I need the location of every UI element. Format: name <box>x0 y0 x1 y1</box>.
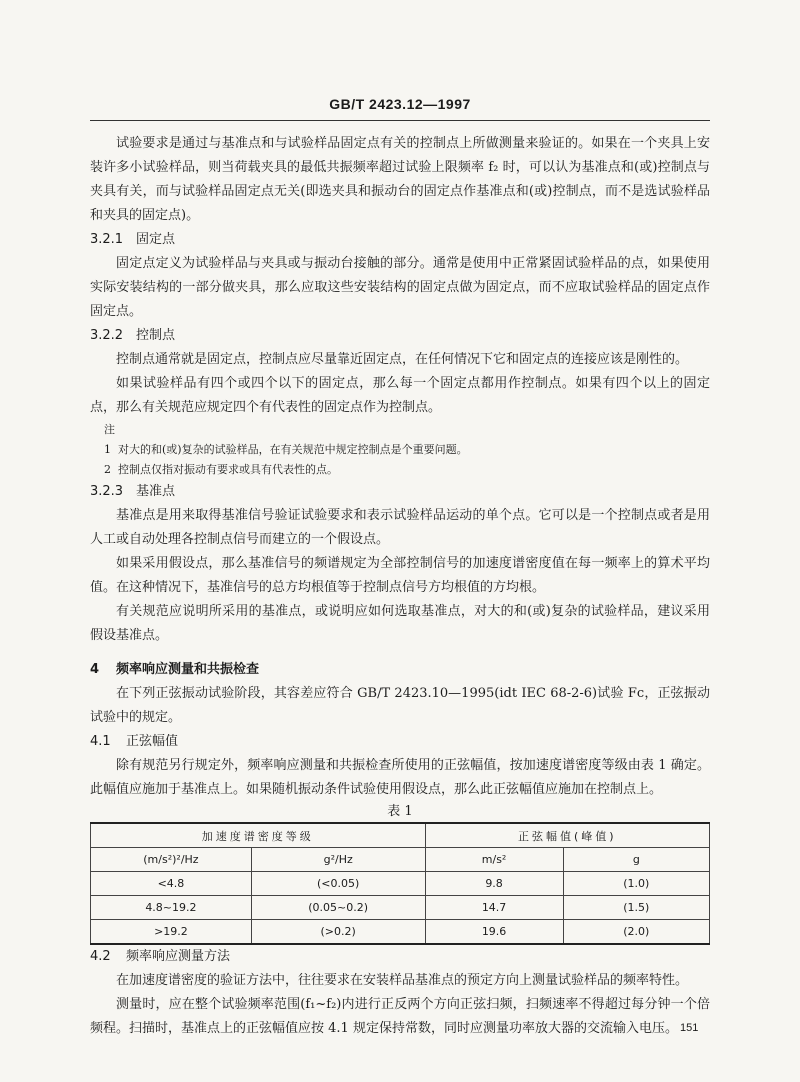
table-row <box>91 920 710 945</box>
paragraph: 测量时，应在整个试验频率范围(f₁~f₂)内进行正反两个方向正弦扫频，扫频速率不得超过每分钟一个倍频程。扫描时，基准点上的正弦幅值应按 4.1 规定保持常数，同时应测量功率放大器的交流输入电压。 <box>90 997 710 1036</box>
table-cell: (2.0) <box>563 920 709 945</box>
table-cell: (<0.05) <box>251 872 425 896</box>
paragraph: 控制点通常就是固定点，控制点应尽量靠近固定点，在任何情况下它和固定点的连接应该是刚性的。 <box>116 352 689 367</box>
table-group-header: 加速度谱密度等级 <box>91 823 426 848</box>
section-title: 基准点 <box>136 484 176 499</box>
paragraph: 固定点定义为试验样品与夹具或与振动台接触的部分。通常是使用中正常紧固试验样品的点，如果使用实际安装结构的一部分做夹具，那么应取这些安装结构的固定点做为固定点，而不应取试验样品的固定点作固定点。 <box>90 256 710 319</box>
section-3-2-3-heading <box>90 480 710 504</box>
paragraph: 基准点是用来取得基准信号验证试验要求和表示试验样品运动的单个点。它可以是一个控制点或者是用人工或自动处理各控制点信号而建立的一个假设点。 <box>90 508 710 547</box>
section-number: 3.2.1 <box>90 232 124 247</box>
table-row <box>91 896 710 920</box>
note-number: 2 <box>104 463 111 476</box>
section-title: 固定点 <box>136 232 176 247</box>
table-group-header: 正弦幅值(峰值) <box>425 823 710 848</box>
section-number: 3.2.2 <box>90 328 124 343</box>
section-number: 4.1 <box>90 734 111 749</box>
section-4-1-heading <box>90 730 710 754</box>
table-unit-cell: m/s² <box>425 848 563 872</box>
table-header-row <box>91 823 710 848</box>
note-label: 注 <box>104 423 115 436</box>
table-cell: 4.8~19.2 <box>91 896 252 920</box>
table-row <box>91 872 710 896</box>
table-caption: 表 1 <box>387 804 413 819</box>
note-number: 1 <box>104 443 111 456</box>
table-cell: 9.8 <box>425 872 563 896</box>
table-cell: >19.2 <box>91 920 252 945</box>
note-text: 控制点仅指对振动有要求或具有代表性的点。 <box>118 463 338 476</box>
table-cell: (1.5) <box>563 896 709 920</box>
table-unit-cell: (m/s²)²/Hz <box>91 848 252 872</box>
note-text: 对大的和(或)复杂的试验样品，在有关规范中规定控制点是个重要问题。 <box>118 443 468 456</box>
section-4-heading <box>90 658 710 682</box>
intro-paragraph: 试验要求是通过与基准点和与试验样品固定点有关的控制点上所做测量来验证的。如果在一个夹具上安装许多小试验样品，则当荷载夹具的最低共振频率超过试验上限频率 f₂ 时，可以认为基准点和(或)控制点与夹具有关，而与试验样品固定点无关(即选夹具和振动台的固定点作基准点和(或)控制点，而不是选试验样品和夹具的固定点)。 <box>90 136 710 223</box>
section-title: 控制点 <box>136 328 176 343</box>
page-number: 151 <box>680 1022 699 1034</box>
paragraph: 在下列正弦振动试验阶段，其容差应符合 GB/T 2423.10—1995(idt IEC 68-2-6)试验 Fc，正弦振动试验中的规定。 <box>90 686 710 725</box>
section-number: 3.2.3 <box>90 484 124 499</box>
table-unit-cell: g²/Hz <box>251 848 425 872</box>
note-item <box>90 460 710 480</box>
page-header: GB/T 2423.12—1997 <box>329 96 471 112</box>
table-cell: (1.0) <box>563 872 709 896</box>
note-item <box>90 440 710 460</box>
table-unit-cell: g <box>563 848 709 872</box>
section-title: 频率响应测量和共振检查 <box>116 662 260 677</box>
table-cell: 14.7 <box>425 896 563 920</box>
section-number: 4.2 <box>90 949 111 964</box>
section-title: 正弦幅值 <box>126 734 179 749</box>
table-cell: <4.8 <box>91 872 252 896</box>
section-3-2-2-heading <box>90 324 710 348</box>
section-3-2-1-heading <box>90 228 710 252</box>
table-cell: (0.05~0.2) <box>251 896 425 920</box>
paragraph: 有关规范应说明所采用的基准点，或说明应如何选取基准点，对大的和(或)复杂的试验样品，建议采用假设基准点。 <box>90 604 710 643</box>
paragraph: 如果试验样品有四个或四个以下的固定点，那么每一个固定点都用作控制点。如果有四个以上的固定点，那么有关规范应规定四个有代表性的固定点作为控制点。 <box>90 376 710 415</box>
table-cell: 19.6 <box>425 920 563 945</box>
header-rule <box>90 120 710 121</box>
table-unit-row <box>91 848 710 872</box>
page-body <box>90 132 710 1041</box>
table-cell: (>0.2) <box>251 920 425 945</box>
paragraph: 除有规范另行规定外，频率响应测量和共振检查所使用的正弦幅值，按加速度谱密度等级由表 1 确定。此幅值应施加于基准点上。如果随机振动条件试验使用假设点，那么此正弦幅值应施加在控制点上。 <box>90 758 710 797</box>
paragraph: 在加速度谱密度的验证方法中，往往要求在安装样品基准点的预定方向上测量试验样品的频率特性。 <box>116 973 689 988</box>
paragraph: 如果采用假设点，那么基准信号的频谱规定为全部控制信号的加速度谱密度值在每一频率上的算术平均值。在这种情况下，基准信号的总方均根值等于控制点信号方均根值的方均根。 <box>90 556 710 595</box>
amplitude-table <box>90 822 710 945</box>
section-4-2-heading <box>90 945 710 969</box>
section-number: 4 <box>90 662 100 677</box>
section-title: 频率响应测量方法 <box>126 949 231 964</box>
